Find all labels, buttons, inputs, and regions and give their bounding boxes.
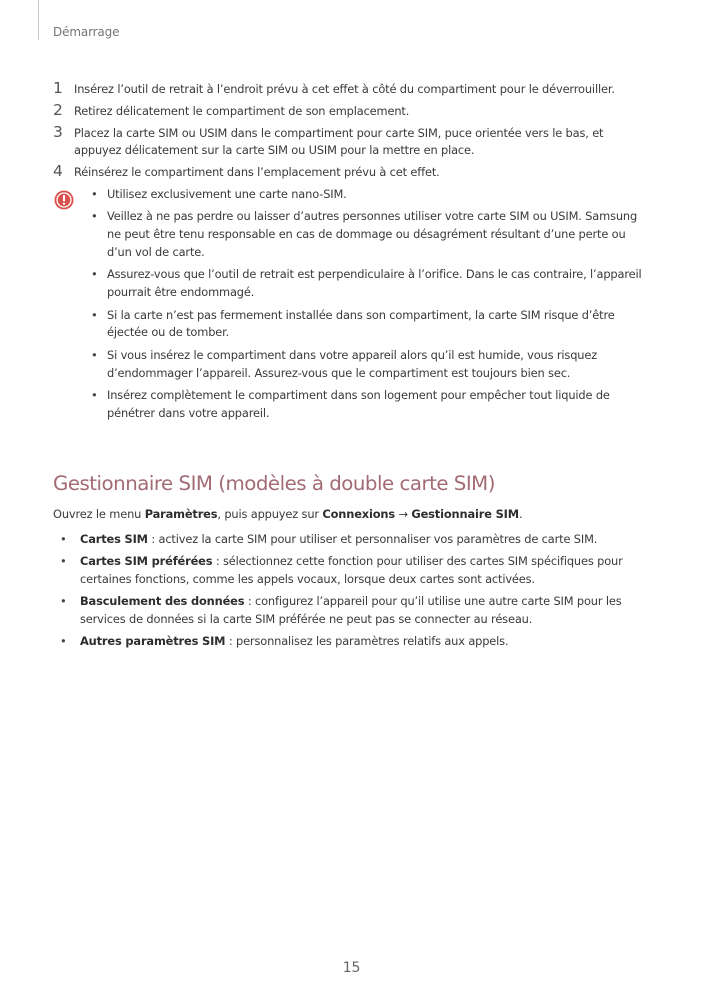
option-desc: : configurez l’appareil pour qu’il utilise une autre carte SIM pour les services de données si la carte SIM préférée ne peut pas se connecter au réseau. [80,594,622,627]
caution-item: • Utilisez exclusivement une carte nano-SIM. [88,186,649,204]
option-term: Autres paramètres SIM [80,634,226,649]
caution-item: • Assurez-vous que l’outil de retrait est perpendiculaire à l’orifice. Dans le cas contraire, l’appareil pourrait être endommagé. [88,266,649,302]
caution-box [53,186,649,423]
menu-path-connexions: Connexions [322,507,396,521]
option-desc: : activez la carte SIM pour utiliser et personnaliser vos paramètres de carte SIM. [147,532,598,546]
step-text: Réinsérez le compartiment dans l’emplacement prévu à cet effet. [74,165,440,180]
caution-icon [53,189,75,211]
option-desc: : personnalisez les paramètres relatifs aux appels. [225,634,509,649]
step-item [53,100,649,121]
header-rule [38,0,39,40]
installation-steps [53,81,649,427]
step-number: 1 [53,79,63,97]
arrow-icon: → [398,507,408,521]
caution-item: • Si vous insérez le compartiment dans votre appareil alors qu’il est humide, vous risquez d’endommager l’appareil. Assurez-vous que le compartiment est toujours bien sec. [88,347,649,383]
option-term: Basculement des données [80,594,245,609]
caution-list [88,186,649,423]
intro-paragraph [53,506,653,524]
step-item [53,81,649,99]
option-term: Cartes SIM [80,532,148,546]
sim-options-list [53,531,653,656]
menu-name: Paramètres [144,507,218,521]
caution-item: • Si la carte n’est pas fermement installée dans son compartiment, la carte SIM risque d’être éjectée ou de tomber. [88,307,649,343]
step-item [53,122,649,161]
caution-item: • Insérez complètement le compartiment dans son logement pour empêcher tout liquide de pénétrer dans votre appareil. [88,387,649,423]
step-text: Insérez l’outil de retrait à l’endroit prévu à cet effet à côté du compartiment pour le déverrouiller. [74,82,615,96]
option-term: Cartes SIM préférées [80,554,213,569]
menu-path-sim-manager: Gestionnaire SIM [411,507,519,521]
list-item [53,633,653,651]
step-number: 2 [53,100,63,119]
list-item [53,593,653,629]
step-item [53,164,649,182]
list-item [53,553,653,589]
caution-item: • Veillez à ne pas perdre ou laisser d’autres personnes utiliser votre carte SIM ou USIM. Samsung ne peut être tenu responsable en cas de dommage ou désagrément résultant d’une perte ou d’un vol de carte. [88,208,649,261]
step-number: 3 [53,122,63,141]
list-item [53,531,653,549]
step-text: Placez la carte SIM ou USIM dans le compartiment pour carte SIM, puce orientée vers le bas, et appuyez délicatement sur la carte SIM ou USIM pour la mettre en place. [74,125,604,158]
step-number: 4 [53,162,63,181]
intro-text: , puis appuyez sur [217,507,323,521]
page-number: 15 [342,960,361,976]
option-desc: : sélectionnez cette fonction pour utiliser des cartes SIM spécifiques pour certaines fonctions, comme les appels vocaux, lorsque deux cartes sont activées. [80,554,623,587]
intro-text: Ouvrez le menu [53,507,145,521]
section-title: Gestionnaire SIM (modèles à double carte SIM) [53,472,495,495]
step-text: Retirez délicatement le compartiment de son emplacement. [74,103,410,118]
intro-text: . [518,507,523,521]
section-label: Démarrage [53,25,120,39]
